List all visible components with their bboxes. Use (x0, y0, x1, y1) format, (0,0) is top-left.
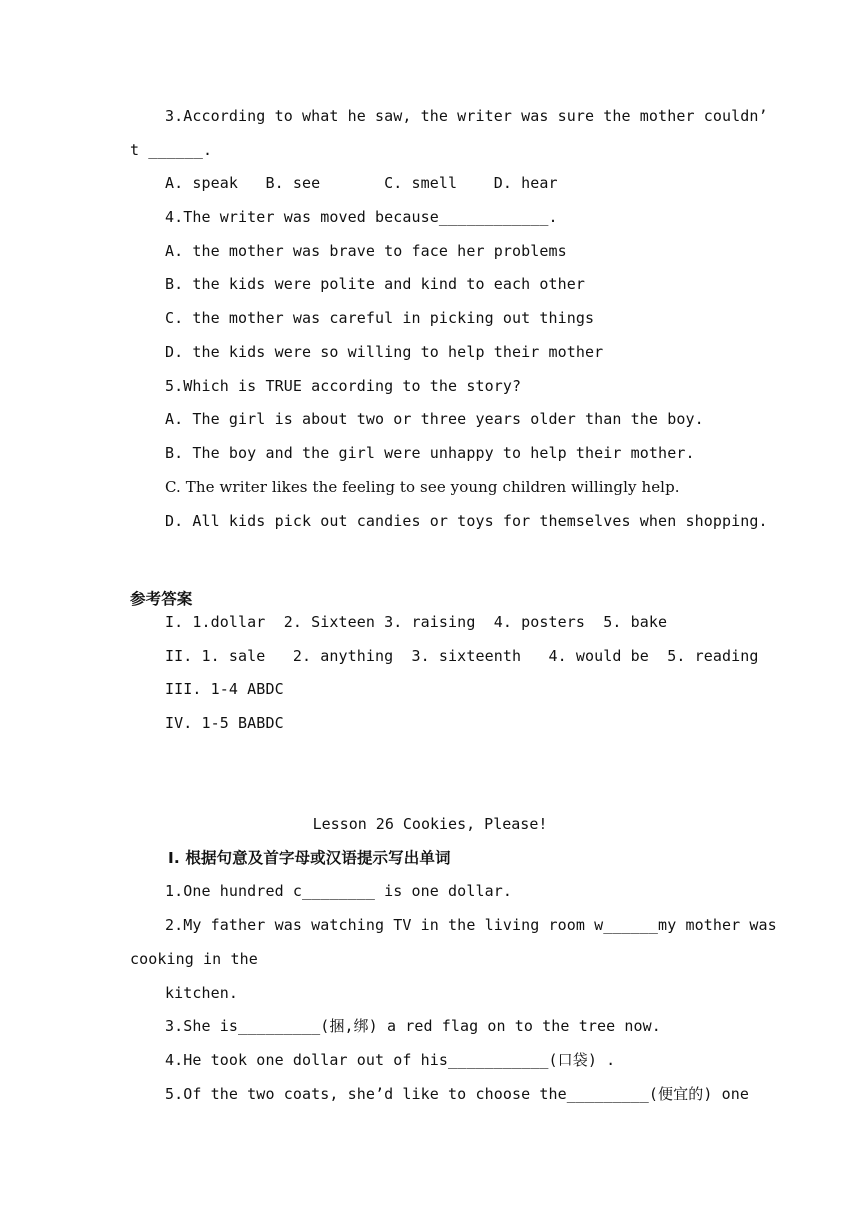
question-4-stem: 4.The writer was moved because____________. (165, 208, 558, 226)
question-4-option-d: D. the kids were so willing to help their mother (165, 343, 604, 361)
lesson-title: Lesson 26 Cookies, Please! (312, 815, 548, 833)
question-3-stem-continued: t ______. (130, 141, 213, 159)
question-3-stem: 3.According to what he saw, the writer was sure the mother couldn’ (165, 107, 768, 125)
answer-key-line-4: IV. 1-5 BABDC (165, 714, 284, 732)
question-4-option-c: C. the mother was careful in picking out things (165, 309, 595, 327)
answer-key-line-2: II. 1. sale 2. anything 3. sixteenth 4. would be 5. reading (165, 647, 759, 665)
exercise-item-5: 5.Of the two coats, she’d like to choose the_________(便宜的) one (165, 1085, 750, 1103)
exercise-item-2-continued-2: kitchen. (165, 984, 239, 1002)
exercise-item-3: 3.She is_________(捆,绑) a red flag on to the tree now. (165, 1017, 661, 1035)
question-4-option-a: A. the mother was brave to face her problems (165, 242, 567, 260)
answer-key-heading: 参考答案 (130, 590, 193, 608)
exercise-item-2-continued: cooking in the (130, 950, 258, 968)
exercise-item-1: 1.One hundred c________ is one dollar. (165, 882, 512, 900)
question-5-option-c: C. The writer likes the feeling to see young children willingly help. (165, 478, 680, 496)
section-heading: Ⅰ. 根据句意及首字母或汉语提示写出单词 (168, 849, 451, 867)
answer-key-line-1: I. 1.dollar 2. Sixteen 3. raising 4. posters 5. bake (165, 613, 668, 631)
exercise-item-4: 4.He took one dollar out of his___________(口袋) . (165, 1051, 616, 1069)
question-3-options: A. speak B. see C. smell D. hear (165, 174, 558, 192)
question-5-option-b: B. The boy and the girl were unhappy to help their mother. (165, 444, 695, 462)
question-5-option-a: A. The girl is about two or three years older than the boy. (165, 410, 704, 428)
question-5-stem: 5.Which is TRUE according to the story? (165, 377, 522, 395)
exercise-item-2: 2.My father was watching TV in the living room w______my mother was (165, 916, 777, 934)
question-5-option-d: D. All kids pick out candies or toys for themselves when shopping. (165, 512, 768, 530)
answer-key-line-3: III. 1-4 ABDC (165, 680, 284, 698)
question-4-option-b: B. the kids were polite and kind to each other (165, 275, 586, 293)
